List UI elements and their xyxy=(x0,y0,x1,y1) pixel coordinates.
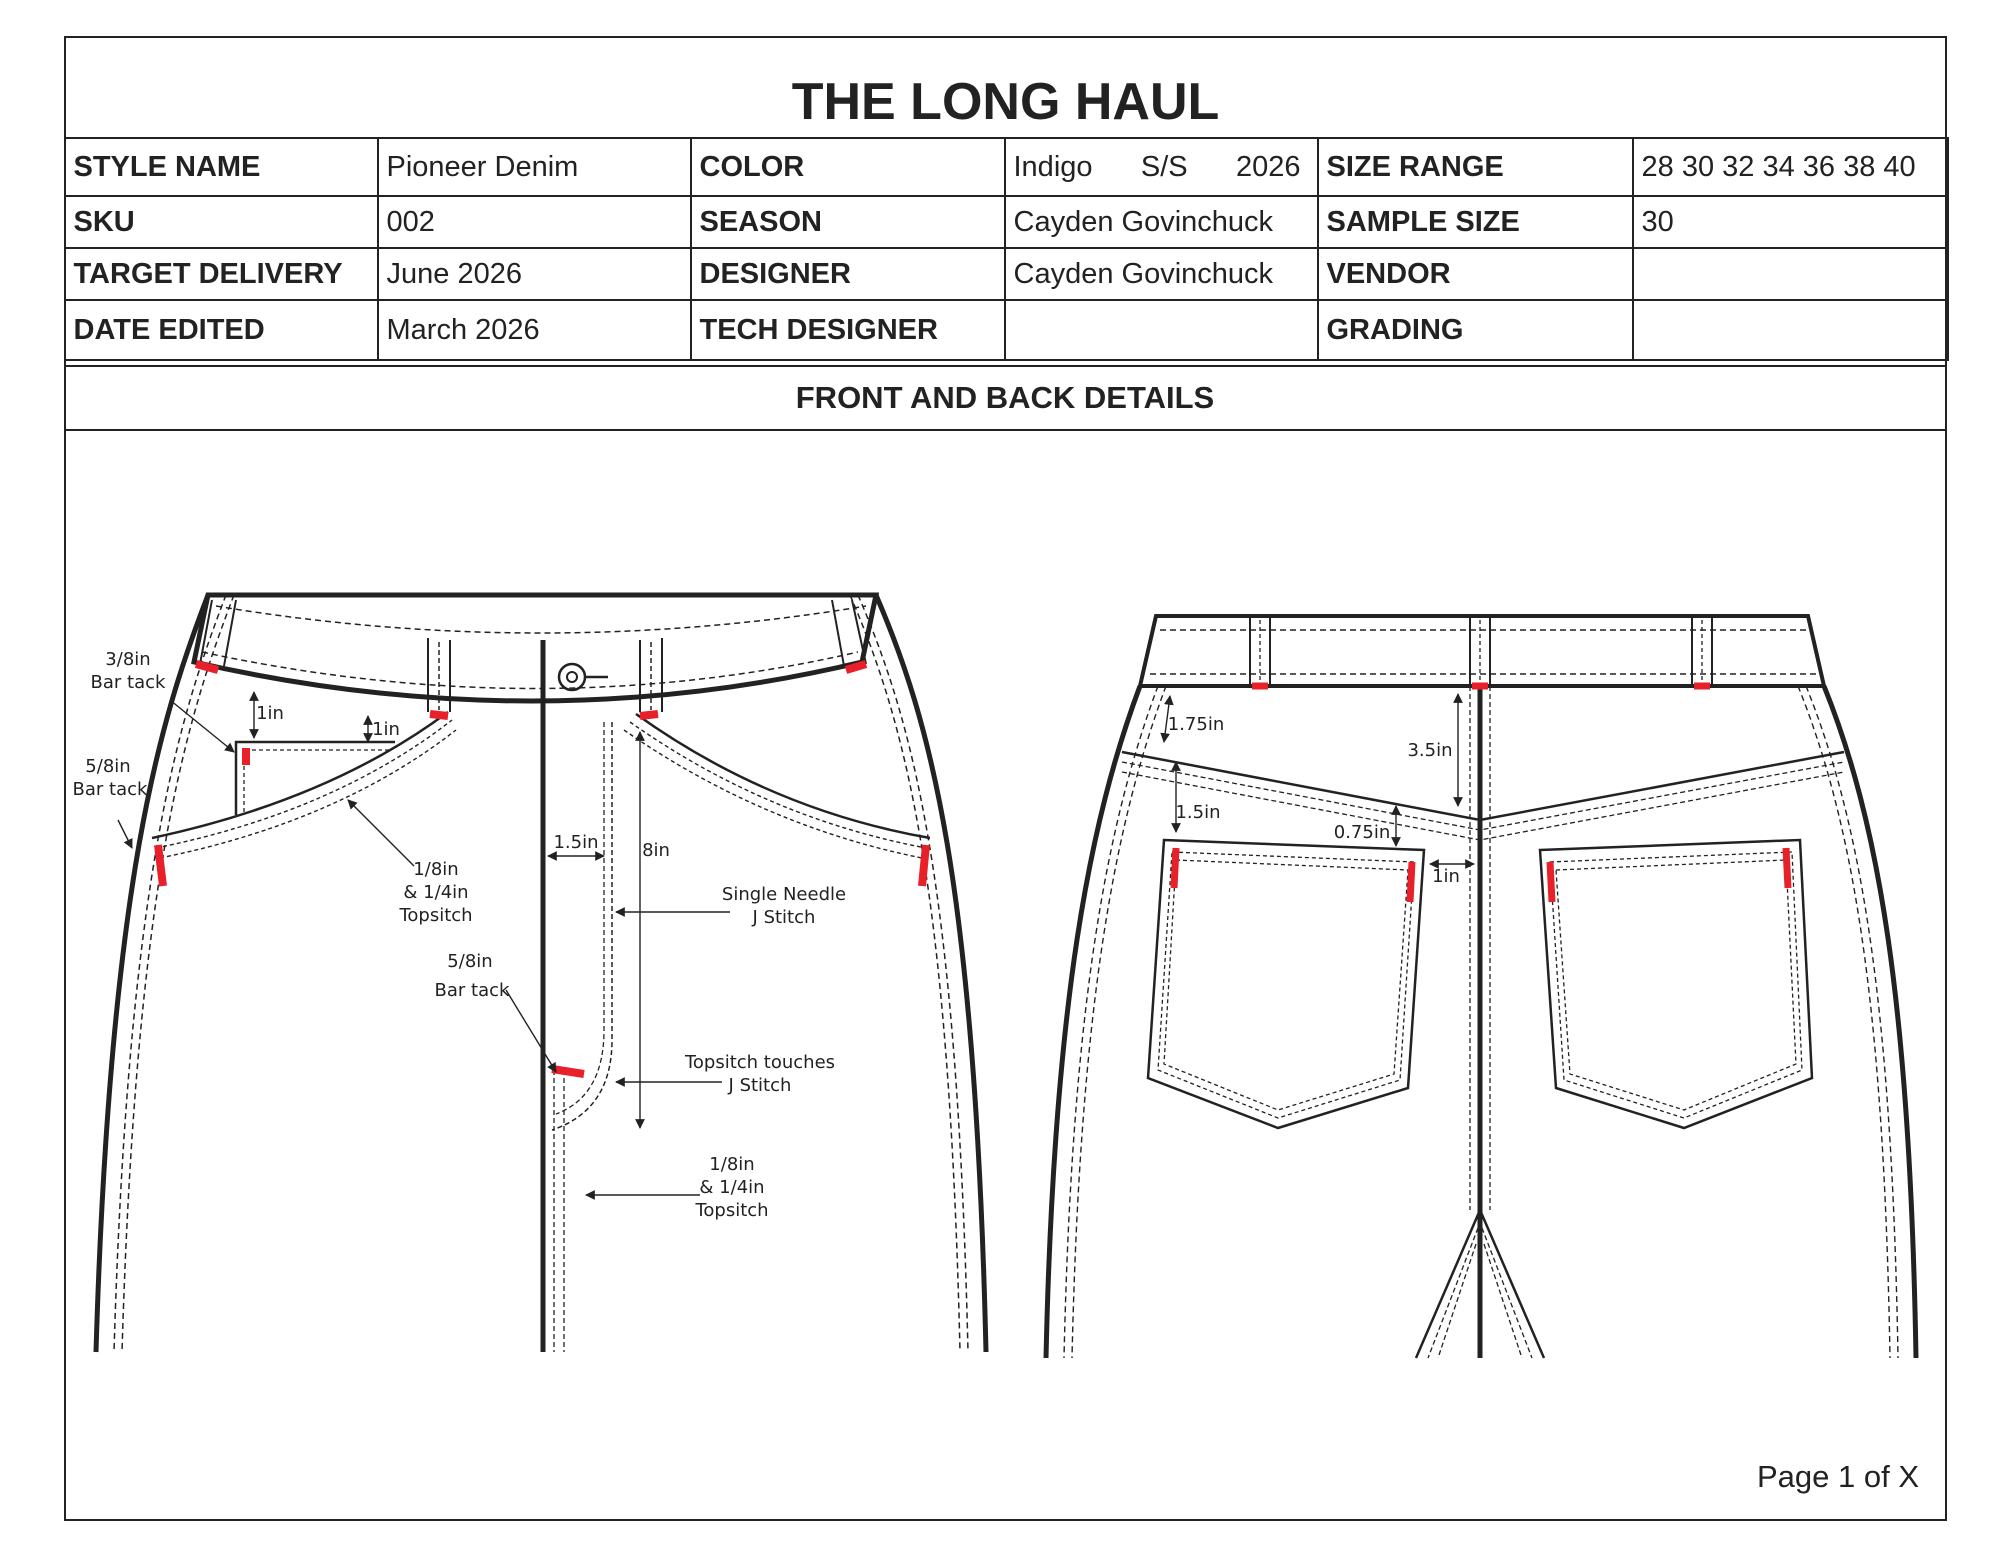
back-waistband xyxy=(1140,616,1824,686)
front-dimension-lines xyxy=(118,692,730,1195)
callout-text: Bar tack xyxy=(90,672,166,693)
callout-text: 1.5in xyxy=(1175,802,1221,823)
page-number: Page 1 of X xyxy=(1756,1459,1919,1494)
callout-text: J Stitch xyxy=(728,1075,792,1096)
color-label: COLOR xyxy=(691,138,1005,196)
callout-text: 1in xyxy=(372,719,400,740)
season-label: SEASON xyxy=(691,196,1005,248)
callout-text: 1/8in xyxy=(413,859,459,880)
sample-size-value: 30 xyxy=(1633,196,1948,248)
callout-text: Topsitch touches xyxy=(684,1052,836,1073)
callout-text: Bar tack xyxy=(434,980,510,1001)
color-value: Indigo S/S 2026 xyxy=(1005,138,1318,196)
tech-designer-label: TECH DESIGNER xyxy=(691,300,1005,360)
coin-pocket xyxy=(236,742,395,815)
size-range-value: 28 30 32 34 36 38 40 xyxy=(1633,138,1948,196)
callout-text: 3.5in xyxy=(1407,740,1453,761)
vendor-label: VENDOR xyxy=(1318,248,1633,300)
belt-loop xyxy=(1250,614,1712,686)
document-title: THE LONG HAUL xyxy=(791,73,1220,131)
callout-text: Topsitch xyxy=(399,905,473,926)
callout-text: 1.75in xyxy=(1167,714,1225,735)
designer-value: Cayden Govinchuck xyxy=(1005,248,1318,300)
size-range-label: SIZE RANGE xyxy=(1318,138,1633,196)
season-value: Cayden Govinchuck xyxy=(1005,196,1318,248)
date-edited-value: March 2026 xyxy=(378,300,691,360)
front-right-pocket xyxy=(636,714,930,838)
front-right-side-seam xyxy=(876,595,986,1352)
callout-text: Single Needle xyxy=(721,884,847,905)
back-yoke xyxy=(1122,752,1844,820)
callout-text: & 1/4in xyxy=(699,1177,765,1198)
callout-text: 8in xyxy=(642,840,670,861)
button-icon xyxy=(559,664,585,690)
front-waistband xyxy=(194,595,876,701)
back-left-side-seam xyxy=(1046,686,1140,1358)
callout-text: 1/8in xyxy=(709,1154,755,1175)
front-left-pocket xyxy=(152,712,448,838)
callout-text: 1in xyxy=(256,703,284,724)
callout-text: & 1/4in xyxy=(403,882,469,903)
section-title: FRONT AND BACK DETAILS xyxy=(64,365,1947,431)
style-name-label: STYLE NAME xyxy=(65,138,378,196)
callout-text: 1in xyxy=(1432,866,1460,887)
callout-text: 5/8in xyxy=(85,756,131,777)
target-delivery-label: TARGET DELIVERY xyxy=(65,248,378,300)
callout-text: 0.75in xyxy=(1333,822,1391,843)
sample-size-label: SAMPLE SIZE xyxy=(1318,196,1633,248)
callout-text: J Stitch xyxy=(752,907,816,928)
front-left-side-seam xyxy=(96,595,208,1352)
callout-text: Bar tack xyxy=(72,779,148,800)
sku-label: SKU xyxy=(65,196,378,248)
back-right-side-seam xyxy=(1824,686,1916,1358)
style-name-value: Pioneer Denim xyxy=(378,138,691,196)
target-delivery-value: June 2026 xyxy=(378,248,691,300)
callout-text: Topsitch xyxy=(695,1200,769,1221)
grading-label: GRADING xyxy=(1318,300,1633,360)
callout-text: 5/8in xyxy=(447,951,493,972)
belt-loop xyxy=(200,600,866,712)
front-jeans-flat xyxy=(96,595,986,1352)
callout-text: 3/8in xyxy=(105,649,151,670)
date-edited-label: DATE EDITED xyxy=(65,300,378,360)
sku-value: 002 xyxy=(378,196,691,248)
front-callout-text xyxy=(73,649,847,1221)
designer-label: DESIGNER xyxy=(691,248,1005,300)
callout-text: 1.5in xyxy=(553,832,599,853)
